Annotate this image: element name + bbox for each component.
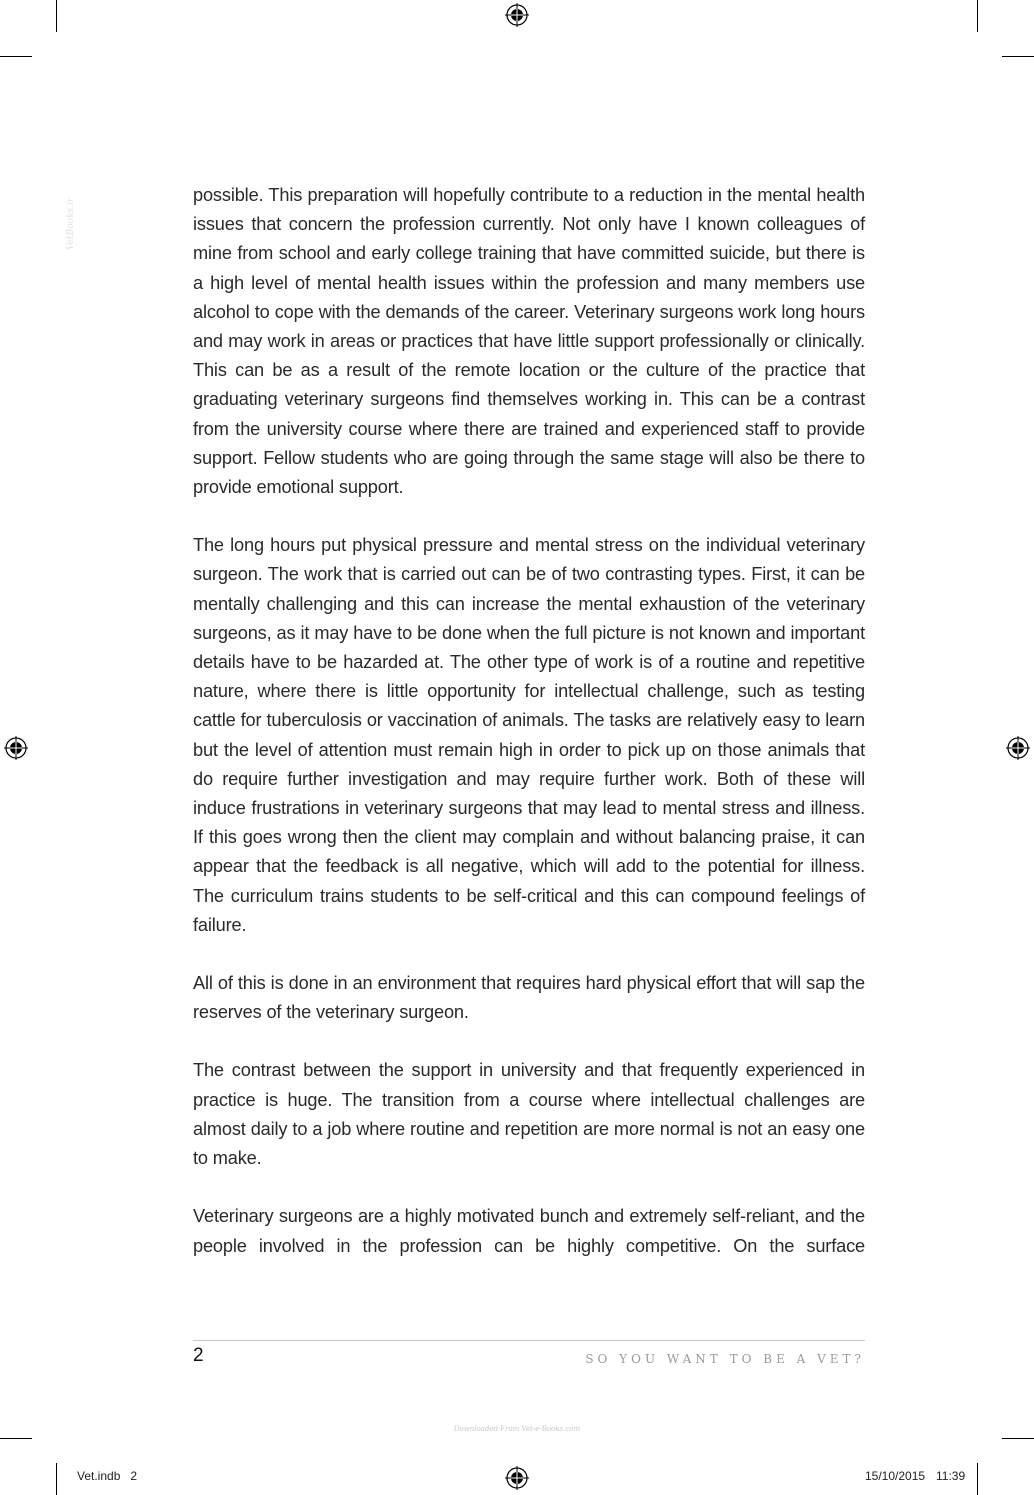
crop-mark-bottom-right-vertical (977, 1463, 978, 1495)
side-watermark: VetBooks.ir (66, 197, 76, 250)
footer-divider (193, 1340, 865, 1341)
paragraph: All of this is done in an environment that requires hard physical effort that will sap the reserves of the veterinary surgeon. (193, 973, 865, 1023)
slug-file-name: Vet.indb 2 (77, 1469, 138, 1483)
paragraph: The long hours put physical pressure and mental stress on the individual veterinary surgeon. The work that is carried out can be of two contrasting types. First, it can be mentally challenging and this can increase the mental exhaustion of the veterinary surgeons, as it may have to be done when the full picture is not known and important details have to be hazarded at. The other type of work is of a routine and repetitive nature, where there is little opportunity for intellectual challenge, such as testing cattle for tuberculosis or vaccination of animals. The tasks are relatively easy to learn but the level of attention must remain high in order to pick up on those animals that do require further investigation and may require further work. Both of these will induce frustrations in veterinary surgeons that may lead to mental stress and illness. If this goes wrong then the client may complain and without balancing praise, it can appear that the feedback is all negative, which will add to the potential for illness. The curriculum trains students to be self-critical and this can compound feelings of failure. (193, 535, 865, 935)
crop-mark-top-right-horizontal (1002, 56, 1034, 57)
registration-target-icon (505, 3, 529, 27)
crop-mark-top-left-vertical (56, 0, 57, 32)
crop-mark-top-left-horizontal (0, 56, 32, 57)
registration-target-icon (4, 736, 28, 760)
crop-mark-bottom-left-horizontal (0, 1438, 32, 1439)
bottom-watermark: Downloaded From Vet-e-Books.com (453, 1425, 581, 1433)
page-number: 2 (193, 1345, 204, 1366)
running-footer-title: SO YOU WANT TO BE A VET? (585, 1352, 865, 1366)
crop-mark-top-right-vertical (977, 0, 978, 32)
crop-mark-bottom-left-vertical (56, 1463, 57, 1495)
paragraph: The contrast between the support in university and that frequently experienced in practice is huge. The transition from a course where intellectual challenges are almost daily to a job where routine and repetition are more normal is not an easy one to make. (193, 1060, 865, 1169)
slug-date: 15/10/2015 (865, 1469, 926, 1483)
registration-target-icon (505, 1466, 529, 1490)
registration-target-icon (1006, 736, 1030, 760)
paragraph: possible. This preparation will hopefully contribute to a reduction in the mental health issues that concern the profession currently. Not only have I known colleagues of mine from school and early college training that have committed suicide, but there is a high level of mental health issues within the profession and many members use alcohol to cope with the demands of the career. Veterinary surgeons work long hours and may work in areas or practices that have little support professionally or clinically. This can be as a result of the remote location or the culture of the practice that graduating veterinary surgeons find themselves working in. This can be a contrast from the university course where there are trained and experienced staff to provide support. Fellow students who are going through the same stage will also be there to provide emotional support. (193, 185, 865, 498)
paragraph: Veterinary surgeons are a highly motivated bunch and extremely self-reliant, and the people involved in the profession can be highly competitive. On the surface (193, 1206, 865, 1256)
body-text (193, 181, 865, 1290)
crop-mark-bottom-right-horizontal (1002, 1438, 1034, 1439)
slug-time: 11:39 (936, 1469, 966, 1483)
